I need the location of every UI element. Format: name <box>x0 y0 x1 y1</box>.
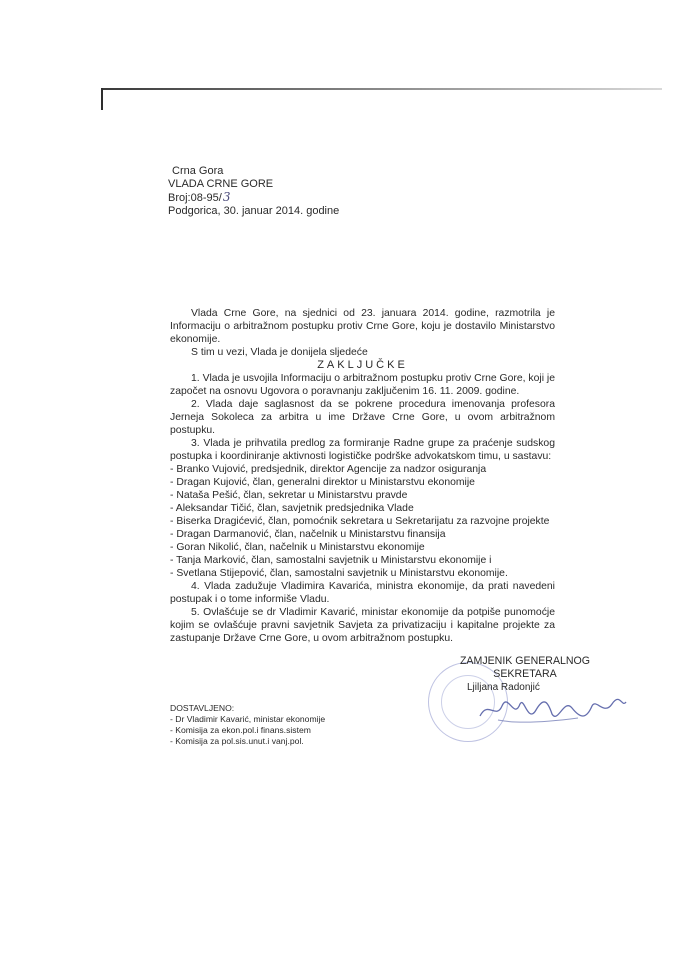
conclusion-item-5: 5. Ovlašćuje se dr Vladimir Kavarić, ministar ekonomije da potpiše punomoćje kojim se ovlašćuje pravni savjetnik Savjeta za privatizaciju i kapitalne projekte za zastupanje Države Crne Gore, u ovom arbitražnom postupku. <box>170 607 555 644</box>
signature-title-line2: SEKRETARA <box>493 668 557 680</box>
conclusion-item-3: 3. Vlada je prihvatila predlog za formiranje Radne grupe za praćenje sudskog postupka i koordiniranje aktivnosti logističke podrške advokatskom timu, u sastavu: <box>170 438 555 462</box>
header-number-text: Broj:08-95/ <box>168 192 222 204</box>
member-list-item: - Biserka Dragićević, član, pomoćnik sekretara u Sekretarijatu za razvojne projekte <box>170 516 550 527</box>
header-place-date: Podgorica, 30. januar 2014. godine <box>168 205 340 217</box>
header-country: Crna Gora <box>172 165 224 177</box>
distribution-item: - Komisija za pol.sis.unut.i vanj.pol. <box>170 736 304 746</box>
document-body <box>170 307 555 645</box>
member-list-item: - Dragan Darmanović, član, načelnik u Ministarstvu finansija <box>170 529 446 540</box>
document-header <box>168 165 339 218</box>
member-list-item: - Tanja Marković, član, samostalni savjetnik u Ministarstvu ekonomije i <box>170 555 492 566</box>
member-list-item: - Branko Vujović, predsjednik, direktor Agencije za nadzor osiguranja <box>170 464 487 475</box>
member-list-item: - Dragan Kujović, član, generalni direktor u Ministarstvu ekonomije <box>170 477 475 488</box>
member-list-item: - Nataša Pešić, član, sekretar u Ministarstvu pravde <box>170 490 408 501</box>
signature-title-line1: ZAMJENIK GENERALNOG <box>459 655 591 667</box>
handwritten-signature <box>478 690 628 730</box>
member-list-item: - Goran Nikolić, član, načelnik u Ministarstvu ekonomije <box>170 542 425 553</box>
scan-edge-left <box>101 88 103 110</box>
signatory-name: Ljiljana Radonjić <box>467 682 540 693</box>
conclusion-item-2: 2. Vlada daje saglasnost da se pokrene procedura imenovanja profesora Jerneja Sokoleca za arbitra u ime Države Crne Gore, u ovom arbitražnom postupku. <box>170 399 555 436</box>
conclusion-item-4: 4. Vlada zadužuje Vladimira Kavarića, ministra ekonomije, da prati navedeni postupak i o tome informiše Vladu. <box>170 581 555 605</box>
distribution-label: DOSTAVLJENO: <box>170 703 235 713</box>
intro-followup: S tim u vezi, Vlada je donijela sljedeće <box>191 347 368 358</box>
member-list-item: - Aleksandar Tičić, član, savjetnik predsjednika Vlade <box>170 503 414 514</box>
intro-paragraph: Vlada Crne Gore, na sjednici od 23. januara 2014. godine, razmotrila je Informaciju o arbitražnom postupku protiv Crne Gore, koju je dostavilo Ministarstvo ekonomije. <box>170 308 555 345</box>
conclusion-item-1: 1. Vlada je usvojila Informaciju o arbitražnom postupku protiv Crne Gore, koji je započet na osnovu Ugovora o poravnanju zaključenim 16. 11. 2009. godine. <box>170 373 555 397</box>
header-number <box>168 191 339 205</box>
distribution-item: - Komisija za ekon.pol.i finans.sistem <box>170 725 311 735</box>
header-government: VLADA CRNE GORE <box>168 178 274 190</box>
header-number-handwritten: 3 <box>222 190 231 204</box>
conclusions-heading: ZAKLJUČKE <box>317 359 408 371</box>
distribution-list <box>170 703 325 747</box>
member-list-item: - Svetlana Stijepović, član, samostalni savjetnik u Ministarstvu ekonomije. <box>170 568 508 579</box>
scan-edge-top <box>102 88 662 90</box>
signature-block <box>455 655 595 694</box>
distribution-item: - Dr Vladimir Kavarić, ministar ekonomije <box>170 714 326 724</box>
